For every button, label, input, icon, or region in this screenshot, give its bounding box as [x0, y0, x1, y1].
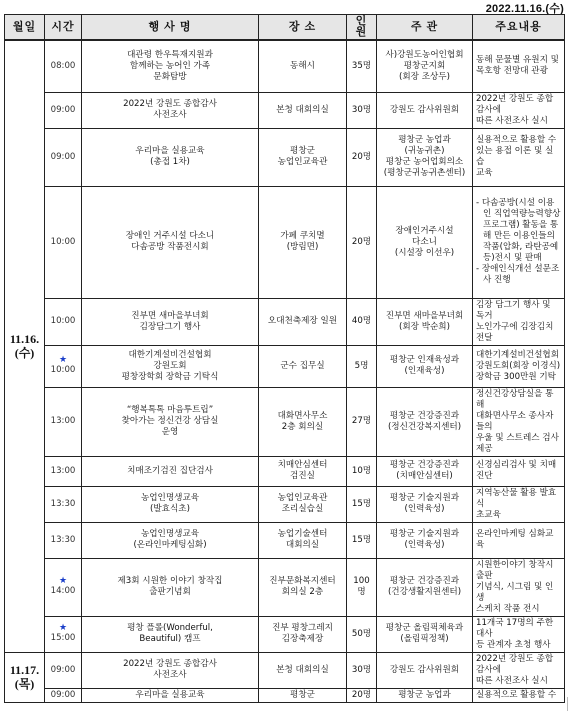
schedule-row — [5, 558, 565, 616]
place-cell: 본청 대회의실 — [259, 652, 347, 688]
content-cell: 실용적으로 활용할 수 — [473, 688, 565, 702]
time-text: 10:00 — [50, 316, 76, 326]
people-cell: 27명 — [347, 387, 377, 456]
event-cell: 장애인 거주시설 다소니 다솜공방 작품전시회 — [82, 186, 259, 298]
content-cell: 시원한이야기 창작시 출판 기념식, 시그림 및 인생 스케치 작품 전시 — [473, 558, 565, 616]
time-cell — [45, 345, 82, 387]
schedule-row — [5, 688, 565, 702]
people-cell: 20명 — [347, 128, 377, 186]
content-cell — [473, 186, 565, 298]
date-cell — [5, 40, 45, 652]
time-text: 15:00 — [50, 633, 76, 643]
time-cell — [45, 92, 82, 128]
event-cell: 2022년 강원도 종합감사 사전조사 — [82, 92, 259, 128]
header-date: 월일 — [5, 15, 45, 41]
content-cell: 정신건강상담실을 통해 대화면사무소 종사자들의 우울 및 스트레스 검사 제공 — [473, 387, 565, 456]
place-cell: 군수 집무실 — [259, 345, 347, 387]
time-text: 09:00 — [50, 689, 76, 700]
content-cell: 2022년 강원도 종합감사에 따른 사전조사 실시 — [473, 92, 565, 128]
host-cell: 평창군 올림픽체육과 (올림픽정책) — [377, 616, 473, 652]
content-cell: 신경심리검사 및 치매진단 — [473, 456, 565, 486]
schedule-row — [5, 486, 565, 522]
time-cell — [45, 652, 82, 688]
place-cell: 평창군 — [259, 688, 347, 702]
place-cell: 동해시 — [259, 40, 347, 92]
schedule-row — [5, 186, 565, 298]
star-icon: ★ — [58, 576, 68, 586]
content-cell: 온라인마케팅 심화교육 — [473, 522, 565, 558]
content-cell: 실용적으로 활용할 수 있는 용접 이론 및 실습 교육 — [473, 128, 565, 186]
header-place: 장 소 — [259, 15, 347, 41]
time-text: 13:00 — [50, 416, 76, 426]
date-cell — [5, 652, 45, 702]
header-time: 시간 — [45, 15, 82, 41]
weekday-label: (수) — [14, 346, 35, 361]
place-cell: 치매안심센터 검진실 — [259, 456, 347, 486]
event-cell: “행복톡톡 마음투트립” 찾아가는 정신건강 상담실 운영 — [82, 387, 259, 456]
time-cell — [45, 522, 82, 558]
people-cell: 20명 — [347, 688, 377, 702]
people-cell: 15명 — [347, 486, 377, 522]
host-cell: 평창군 농업과 — [377, 688, 473, 702]
time-text: 09:00 — [50, 151, 76, 162]
content-bullet-item: - 다솜공방(시설 이용인 직업역량능력향상 프로그램) 활동을 통해 만든 이용인들의 작품(압화, 라탄공예 등)전시 및 판매 — [476, 198, 561, 263]
date-label: 11.17. — [9, 663, 40, 677]
star-icon: ★ — [58, 623, 68, 633]
content-cell: 동해 문물별 유원지 및 목호항 전망대 관광 — [473, 40, 565, 92]
time-cell — [45, 40, 82, 92]
header-content: 주요내용 — [473, 15, 565, 41]
event-cell: 우리마을 실용교육 — [82, 688, 259, 702]
people-cell: 5명 — [347, 345, 377, 387]
place-cell: 농업인교육관 조리실습실 — [259, 486, 347, 522]
event-cell: 농업인명생교육 (온라인마케팅심화) — [82, 522, 259, 558]
schedule-row — [5, 92, 565, 128]
content-cell: 김장 담그기 행사 및 독거 노인가구에 김장김치 전달 — [473, 298, 565, 345]
host-cell: 평창군 기술지원과 (인력육성) — [377, 486, 473, 522]
schedule-row — [5, 387, 565, 456]
header-host: 주 관 — [377, 15, 473, 41]
time-text: 13:30 — [50, 534, 76, 545]
schedule-table — [4, 14, 565, 703]
header-event: 행 사 명 — [82, 15, 259, 41]
event-cell: 치매조기검진 집단검사 — [82, 456, 259, 486]
schedule-row — [5, 128, 565, 186]
event-cell: 대관령 한우특재지원과 함께하는 농어인 가족 문화탐방 — [82, 40, 259, 92]
people-cell: 20명 — [347, 186, 377, 298]
time-text: 09:00 — [50, 104, 76, 115]
place-cell: 오대천축제장 일원 — [259, 298, 347, 345]
host-cell: 강원도 감사위원회 — [377, 652, 473, 688]
event-cell: 대한기계설비건설협회 강원도회 평창장학회 장학금 기탁식 — [82, 345, 259, 387]
place-cell: 평창군 농업인교육관 — [259, 128, 347, 186]
time-cell — [45, 688, 82, 702]
host-cell: 평창군 농업과 (귀농귀촌) 평창군 농어업회의소 (평창군귀농귀촌센터) — [377, 128, 473, 186]
content-bullets — [476, 198, 561, 286]
event-cell: 농업인명생교육 (발효식초) — [82, 486, 259, 522]
host-cell: 장애인거주시설 다소니 (시설장 이선우) — [377, 186, 473, 298]
host-cell: 평창군 건강증진과 (정신건강복지센터) — [377, 387, 473, 456]
weekday-label: (목) — [14, 677, 35, 691]
host-cell: 평창군 건강증진과 (건강생활지원센터) — [377, 558, 473, 616]
schedule-row — [5, 652, 565, 688]
time-cell — [45, 616, 82, 652]
place-cell: 본청 대회의실 — [259, 92, 347, 128]
event-cell: 2022년 강원도 종합감사 사전조사 — [82, 652, 259, 688]
time-text: 13:00 — [50, 465, 76, 476]
time-text: 08:00 — [50, 60, 76, 71]
time-cell — [45, 128, 82, 186]
people-cell: 10명 — [347, 456, 377, 486]
host-cell: 사)강원도농어인협회 평창군지회 (회장 조상두) — [377, 40, 473, 92]
time-text: 13:30 — [50, 498, 76, 509]
date-stamp: 2022.11.16.(수) — [485, 3, 564, 15]
place-cell: 농업기술센터 대회의실 — [259, 522, 347, 558]
host-cell: 진부면 새마을부녀회 (회장 박순희) — [377, 298, 473, 345]
event-cell: 우리마을 실용교육 (총접 1차) — [82, 128, 259, 186]
schedule-row — [5, 616, 565, 652]
time-text: 10:00 — [50, 365, 76, 375]
host-cell: 강원도 감사위원회 — [377, 92, 473, 128]
host-cell: 평창군 건강증진과 (치매안심센터) — [377, 456, 473, 486]
event-cell: 제3회 시원한 이야기 창작집 출판기념회 — [82, 558, 259, 616]
place-cell: 진부 평창그레지 김장축제장 — [259, 616, 347, 652]
place-cell: 가페 쿠치멸 (방림면) — [259, 186, 347, 298]
people-cell: 30명 — [347, 92, 377, 128]
host-cell: 평창군 인재육성과 (인재육성) — [377, 345, 473, 387]
people-cell: 15명 — [347, 522, 377, 558]
time-cell — [45, 456, 82, 486]
event-cell: 진부면 새마을부녀회 김장담그기 행사 — [82, 298, 259, 345]
content-cell: 대한기계설비건설협회 강원도회(회장 이경식) 장학금 300만원 기탁 — [473, 345, 565, 387]
schedule-row — [5, 40, 565, 92]
people-cell: 35명 — [347, 40, 377, 92]
content-bullet-item: - 장애인식개선 설문조사 진행 — [476, 264, 560, 285]
content-cell: 지역농산물 활용 발효식 초교육 — [473, 486, 565, 522]
people-cell: 40명 — [347, 298, 377, 345]
people-cell: 100명 — [347, 558, 377, 616]
time-cell — [45, 186, 82, 298]
time-text: 14:00 — [50, 586, 76, 596]
place-cell: 진부문화복지센터 회의실 2층 — [259, 558, 347, 616]
event-cell: 평창 플롤(Wonderful, Beautiful) 캠프 — [82, 616, 259, 652]
host-cell: 평창군 기술지원과 (인력육성) — [377, 522, 473, 558]
schedule-row — [5, 456, 565, 486]
schedule-row — [5, 522, 565, 558]
content-cell: 11개국 17명의 주한대사 등 관계자 초청 행사 — [473, 616, 565, 652]
date-label: 11.16. — [9, 332, 40, 347]
people-cell: 50명 — [347, 616, 377, 652]
star-icon: ★ — [58, 355, 68, 365]
time-text: 09:00 — [50, 664, 76, 675]
time-cell — [45, 387, 82, 456]
time-text: 10:00 — [50, 236, 76, 247]
time-cell — [45, 486, 82, 522]
schedule-row — [5, 345, 565, 387]
place-cell: 대화면사무소 2층 회의실 — [259, 387, 347, 456]
header-row — [5, 15, 565, 41]
people-cell: 30명 — [347, 652, 377, 688]
time-cell — [45, 558, 82, 616]
time-cell — [45, 298, 82, 345]
content-cell: 2022년 강원도 종합감사에 따른 사전조사 실시 — [473, 652, 565, 688]
header-people: 인원 — [347, 15, 377, 41]
schedule-row — [5, 298, 565, 345]
